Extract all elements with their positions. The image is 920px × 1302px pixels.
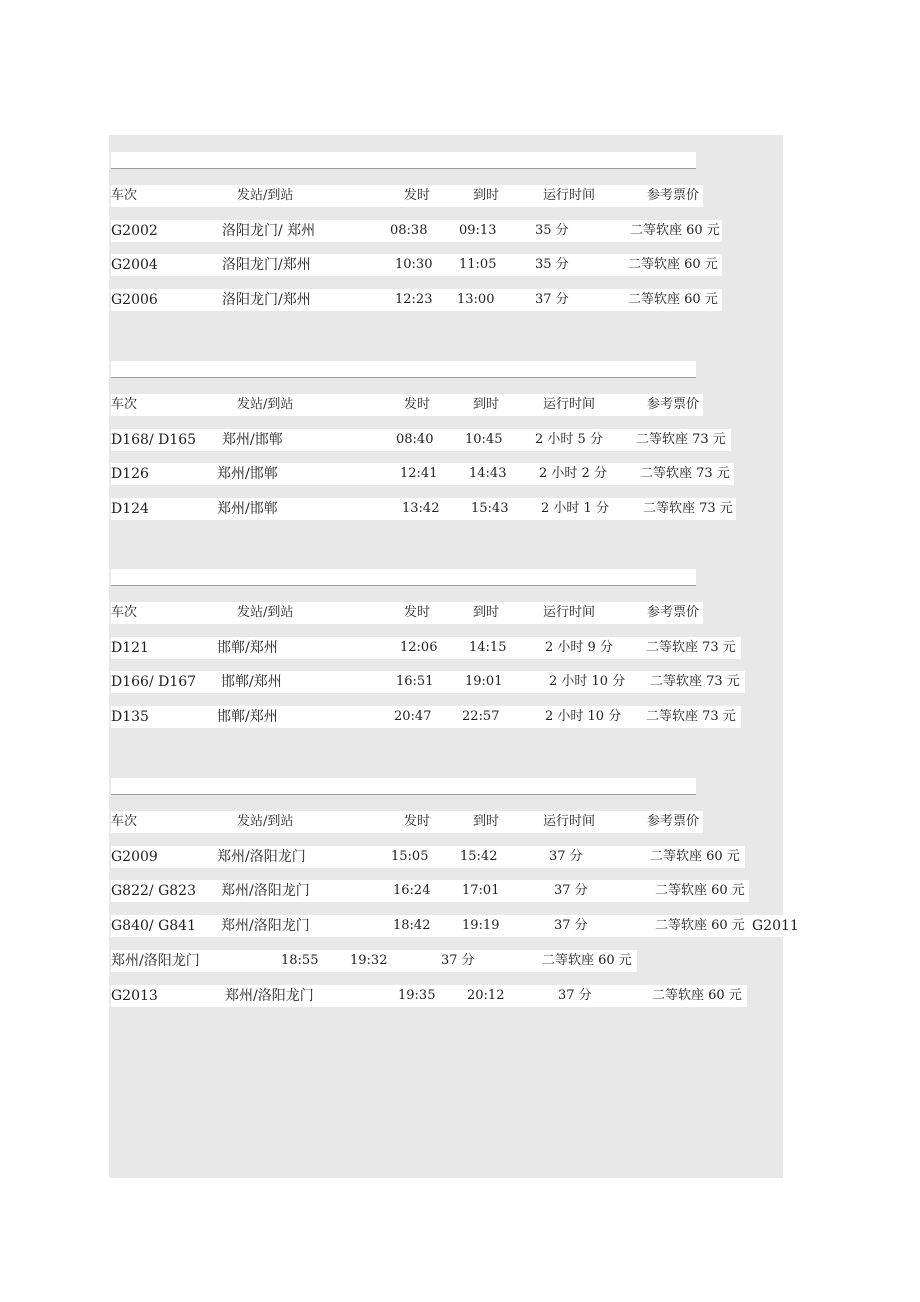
header-depart: 发时 <box>404 814 431 829</box>
table-row <box>111 915 799 937</box>
train-number: D126 <box>111 466 149 482</box>
route-stations: 郑州/邯郸 <box>217 466 278 482</box>
table-row <box>111 429 783 451</box>
arrive-time: 15:43 <box>471 501 509 516</box>
run-duration: 35 分 <box>535 223 569 238</box>
section-divider <box>111 569 696 586</box>
run-duration: 37 分 <box>554 918 588 933</box>
ticket-price: 二等软座 73 元 <box>646 709 736 724</box>
table-header-row <box>111 185 783 207</box>
table-row <box>111 671 783 693</box>
header-depart: 发时 <box>404 397 431 412</box>
table-row <box>111 880 783 902</box>
route-stations: 郑州/洛阳龙门 <box>221 883 310 899</box>
route-stations: 洛阳龙门/郑州 <box>222 292 311 308</box>
header-train: 车次 <box>111 188 138 203</box>
depart-time: 18:55 <box>281 953 319 968</box>
arrive-time: 22:57 <box>462 709 500 724</box>
table-header-row <box>111 811 783 833</box>
run-duration: 37 分 <box>554 883 588 898</box>
arrive-time: 09:13 <box>459 223 497 238</box>
arrive-time: 13:00 <box>457 292 495 307</box>
ticket-price: 二等软座 60 元 <box>650 849 740 864</box>
table-row <box>111 846 783 868</box>
run-duration: 2 小时 2 分 <box>539 466 607 481</box>
ticket-price: 二等软座 73 元 <box>636 432 726 447</box>
header-route: 发站/到站 <box>237 605 294 620</box>
depart-time: 12:41 <box>400 466 438 481</box>
depart-time: 08:38 <box>390 223 428 238</box>
depart-time: 12:06 <box>400 640 438 655</box>
arrive-time: 17:01 <box>462 883 500 898</box>
route-stations: 洛阳龙门/郑州 <box>222 257 311 273</box>
run-duration: 2 小时 10 分 <box>545 709 622 724</box>
train-number: D166/ D167 <box>111 674 197 690</box>
header-price: 参考票价 <box>647 188 700 203</box>
header-arrive: 到时 <box>473 397 500 412</box>
header-arrive: 到时 <box>473 188 500 203</box>
run-duration: 2 小时 9 分 <box>545 640 613 655</box>
depart-time: 13:42 <box>402 501 440 516</box>
header-price: 参考票价 <box>647 397 700 412</box>
ticket-price: 二等软座 73 元 <box>650 674 740 689</box>
ticket-price: 二等软座 60 元 <box>655 918 745 933</box>
route-stations: 郑州/洛阳龙门 <box>221 918 310 934</box>
table-row <box>111 254 783 276</box>
train-number: G840/ G841 <box>111 918 196 934</box>
depart-time: 16:24 <box>393 883 431 898</box>
arrive-time: 14:15 <box>469 640 507 655</box>
arrive-time: 11:05 <box>459 257 497 272</box>
header-duration: 运行时间 <box>543 605 596 620</box>
table-row <box>111 985 783 1007</box>
depart-time: 20:47 <box>394 709 432 724</box>
run-duration: 37 分 <box>549 849 583 864</box>
table-row <box>111 950 783 972</box>
header-duration: 运行时间 <box>543 397 596 412</box>
ticket-price: 二等软座 73 元 <box>643 501 733 516</box>
route-stations: 郑州/邯郸 <box>222 432 283 448</box>
train-number: D135 <box>111 709 149 725</box>
ticket-price: 二等软座 60 元 <box>628 257 718 272</box>
arrive-time: 15:42 <box>460 849 498 864</box>
arrive-time: 14:43 <box>469 466 507 481</box>
run-duration: 2 小时 1 分 <box>541 501 609 516</box>
table-row <box>111 637 783 659</box>
table-row <box>111 706 783 728</box>
train-number: G2013 <box>111 988 158 1004</box>
route-stations: 邯郸/郑州 <box>217 709 278 725</box>
ticket-price: 二等软座 60 元 <box>655 883 745 898</box>
train-number: D124 <box>111 501 149 517</box>
run-duration: 37 分 <box>558 988 592 1003</box>
table-header-row <box>111 394 783 416</box>
arrive-time: 20:12 <box>467 988 505 1003</box>
header-duration: 运行时间 <box>543 814 596 829</box>
header-train: 车次 <box>111 814 138 829</box>
section-divider <box>111 778 696 795</box>
header-depart: 发时 <box>404 188 431 203</box>
ticket-price: 二等软座 60 元 <box>630 223 720 238</box>
arrive-time: 19:19 <box>462 918 500 933</box>
header-arrive: 到时 <box>473 605 500 620</box>
header-train: 车次 <box>111 605 138 620</box>
header-price: 参考票价 <box>647 605 700 620</box>
table-row <box>111 498 783 520</box>
table-header-row <box>111 602 783 624</box>
header-train: 车次 <box>111 397 138 412</box>
ticket-price: 二等软座 60 元 <box>652 988 742 1003</box>
train-number: G2009 <box>111 849 158 865</box>
depart-time: 19:35 <box>398 988 436 1003</box>
header-route: 发站/到站 <box>237 188 294 203</box>
route-stations: 郑州/邯郸 <box>217 501 278 517</box>
depart-time: 18:42 <box>393 918 431 933</box>
ticket-price: 二等软座 73 元 <box>646 640 736 655</box>
train-number: D121 <box>111 640 149 656</box>
header-duration: 运行时间 <box>543 188 596 203</box>
run-duration: 37 分 <box>441 953 475 968</box>
table-row <box>111 220 783 242</box>
depart-time: 12:23 <box>395 292 433 307</box>
ticket-price: 二等软座 60 元 <box>628 292 718 307</box>
header-price: 参考票价 <box>647 814 700 829</box>
ticket-price: 二等软座 60 元 <box>542 953 632 968</box>
arrive-time: 19:32 <box>350 953 388 968</box>
run-duration: 35 分 <box>535 257 569 272</box>
train-number: G2004 <box>111 257 158 273</box>
route-stations: 郑州/洛阳龙门 <box>217 849 306 865</box>
train-number: G822/ G823 <box>111 883 196 899</box>
arrive-time: 10:45 <box>465 432 503 447</box>
train-number: G2002 <box>111 223 158 239</box>
header-route: 发站/到站 <box>237 397 294 412</box>
section-divider <box>111 152 696 169</box>
table-row <box>111 463 783 485</box>
route-stations: 郑州/洛阳龙门 <box>111 953 200 969</box>
run-duration: 37 分 <box>535 292 569 307</box>
depart-time: 16:51 <box>396 674 434 689</box>
section-divider <box>111 361 696 378</box>
depart-time: 15:05 <box>391 849 429 864</box>
depart-time: 10:30 <box>395 257 433 272</box>
route-stations: 洛阳龙门/ 郑州 <box>222 223 316 239</box>
train-number: G2006 <box>111 292 158 308</box>
run-duration: 2 小时 10 分 <box>549 674 626 689</box>
arrive-time: 19:01 <box>465 674 503 689</box>
train-number: D168/ D165 <box>111 432 197 448</box>
route-stations: 邯郸/郑州 <box>217 640 278 656</box>
route-stations: 郑州/洛阳龙门 <box>225 988 314 1004</box>
ticket-price: 二等软座 73 元 <box>640 466 730 481</box>
header-arrive: 到时 <box>473 814 500 829</box>
header-route: 发站/到站 <box>237 814 294 829</box>
depart-time: 08:40 <box>396 432 434 447</box>
header-depart: 发时 <box>404 605 431 620</box>
run-duration: 2 小时 5 分 <box>535 432 603 447</box>
route-stations: 邯郸/郑州 <box>221 674 282 690</box>
table-row <box>111 289 783 311</box>
train-number: G2011 <box>752 918 799 934</box>
